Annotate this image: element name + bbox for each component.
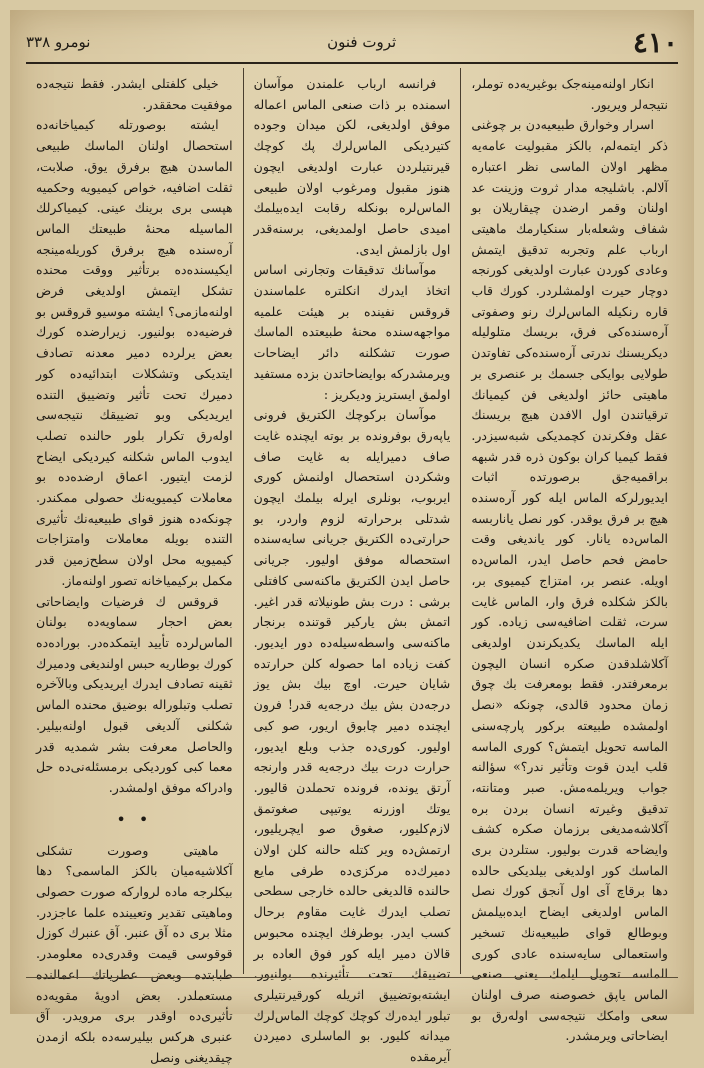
- paragraph: انکار اولنه‌مینه‌جک بوغیریه‌ده توملر، نتیجه‌لر ویریور.: [471, 76, 668, 112]
- paragraph: فرانسه ارباب علمندن موآسان اسمنده بر ذات صنعی الماس اعماله موفق اولدیغی، لکن میدان وجوده کتیردیکی الماس‌لرك پك کوچك قیرنتیلردن عبارت اولدیغی ایچون هنوز مقبول ومرغوب اولان طبیعی الماس‌لره بونکله رقابت ایده‌بیلمك امیدی حاصل اولمدیغی، برسنه‌قدر اول بازلمش ایدی.: [253, 76, 451, 257]
- journal-title: ثروت فنون: [327, 33, 397, 51]
- paragraph: قروقس ك فرضیات وایضاحاتی بعض احجار سماویه‌ده بولنان الماس‌لرده تأیید ایتمکده‌در. بوراده‌ده کورك بوطاریه حبس اولندیغی ودمیرك ثقینه تصادف ایدرك ایریدیکی وبالآخره تصلب وتبلوراله بوضیق محنده الماس شکلنی آلدیغی قبول اولنه‌بیلیر. والحاصل معرفت بشر شمدیه قدر معما کبی کوردیکی برمسئله‌نی‌ده حل وادراکه موفق اولمشدر.: [35, 593, 233, 795]
- column-right: [461, 68, 678, 1044]
- paragraph: موآسان برکوچك الکتریق فرونی یاپه‌رق بوفرونده بر بوته ایچنده غایت صاف دمیرایله به غایت صاف وشکردن استحصال اولنمش کوری ایربوب، بونلری ایرله بیلمك ایچون شدتلی برحرارته لزوم واردر، بو حرارتی‌ده الکتریق جریانی سایه‌سنده استحصاله موفق اولیور. جریانی حاصل ایدن الکتریق ماکنه‌سی کافتلی برشی : درت بش طونیلاته قدر اغیر. اتمش بش یارکیر قوتنده برنجار ماکنه‌سی واسطه‌سیله‌ده دور ایدیور. کفت زیاده اما حصوله کلن حرارتده شایان حیرت. اوچ بیك بش یوز درجه‌دن بش بیك درجه‌یه قدر! فرون ایچنده دمیر چابوق اریور، صو کبی اولیور. کوری‌ده جذب وبلع ایدیور، حرارت درت بیك درجه‌یه قدر وارنجه آرتق یونده، فرونده تحملدن قالیور. یوتك اوزرنه یوتیپی صغوتمق لازم‌کلیور، صغوق صو ایچریلیور، ارتمش‌ده ویر کتله حالنه کلن اولان دمیرك‌ده مرکزی‌ده طرفی مایع حالنده قالدیغی حالده خارجی سطحی تصلب ایدرك غایت مقاوم برحال کسب ایدر. بوطرفك ایچنده محبوس قالان دمیر ایله کور فوق العاده بر تضییقك تحت تأثیرنده بولنیور. ایشته‌بوتضییق اثریله کورقیرنتیلری تبلور ایده‌رك کوچك کوچك الماس‌لرك میدانه کلیور. بو الماسلری دمیردن آیرمقده: [253, 407, 451, 1065]
- column-middle: [244, 68, 462, 1065]
- section-separator: • •: [116, 809, 153, 829]
- paragraph: اسرار وخوارق طبیعیه‌دن بر چوغنی ذکر ایتمه‌لم، بالکز مقبولیت عامه‌یه مظهر اولان الماسی نظر اعتباره آلالم. باشلیجه مدار ثروت وزینت عد اولنان وقمر ارضدن چیقاریلان بو شفاف وشعله‌بار سنکیارمك ماهیتی ارباب علم وتجربه تدقیق ایتمش وعادی کوردن عبارت اولدیغی کورنجه دوچار حیرت اولمشلردر. کورك قاب قاره رنکیله الماس‌لرك رنو وصفوتی آره‌سنده‌کی فرق، بریسك متلولیله دیکریسنك ندرتی آره‌سنده‌کی تفاوتدن طولایی بوایکی جسمك بر عنصری بر ماهیتی حائز اولدیغی فن کیمیانك ترقیاتندن اول الافدن هیچ بریسنك عقل وفکرندن کچمدیکی شبه‌سیزدر. فقط کیمیا کران بوکون ذره قدر شبهه براقمیه‌جق برصورتده اثبات ایدیورلرکه الماس ایله کور آره‌سنده هیچ بر فرق یوقدر. کور نصل یاناربسه الماس‌ده یانار. کور یاندیغی وقت حامض فحم حاصل ایدر، الماس‌ده اویله. عنصر بر، امتزاج کیمیوی بر، بالکز شکلده فرق وار، الماس غایت سرت، ثقلت اضافیه‌سی زیاده. کور ایله الماسك یکدیکرندن اولدیغی آکلاشلدقدن صکره انسان الیچون برمعرفتدر. فقط بومعرفت بك چوق زمان محدود قالدی، چونکه «نصل اولمشده طبیعته برکور پارچه‌سنی الماسه تحویل ایتمش؟ کوری الماسه قلب ایدن قوت وتأثیر ندر؟» سؤالنه جواب ویریلمه‌مش. صبر ومتانته، تدقیق وغیرته انسان بردن بره آکلاشه‌مدیغی برزمان صکره کشف وایضاحه قدرت بولیور. ستلردن بری الماسك کور اولدیغی بیلدیکی حالده دها برقاچ آی اول آنجق کورك نصل الماس اولدیغی ایضاح ایده‌بیلمش وبوطالع قوای طبیعیه‌نك تسخیر واستعمالی سایه‌سنده عادی کوری الماسه تحویل ایلمك یعنی صنعی الماس یاپق خصوصنه صرف اولنان سعی وامکك نتیجه‌سی اوله‌رق بو ایضاحاتی ویرمشدر.: [471, 117, 668, 1044]
- paragraph: خیلی کلفتلی ایشدر. فقط نتیجه‌ده موفقیت محققدر.: [35, 76, 233, 112]
- bottom-rule: [26, 977, 678, 978]
- page-number: ٤١٠: [632, 25, 678, 59]
- document-page: [10, 10, 694, 1065]
- paragraph: ایشته بوصورتله کیمیاخانه‌ده استحصال اولنان الماسك طبیعی الماسدن هیچ برفرق یوق. صلابت، ثقلت اضافیه، خواص کیمیویه وحکمیه هپسی بری برینك عینی. کیمیاکرلك الماسیله محنه‌ٔ طبیعتك الماس آره‌سنده هیچ برفرق کوریله‌مینجه ایکیسنده‌ده برتأثیر ووقت محنده تشکل ایتمش اولدیغی فرض اولنه‌مازمی؟ ایشته موسیو قروقس بو فرضیه‌ده بولنیور. زیرارضده کورك بعض یرلرده دمیر معدنه تصادف ایتدیکی وتشکلات ابتدائیه‌ده کور دمیرك تحت تأثیر وتضییق التنده ایریدیکی وبو تضییقك نتیجه‌سی اوله‌رق تکرار بلور حالنده تصلب ایدوب الماس شکلنه کیردیکی ایضاح لزمت ایتیور. اعماق ارضده‌ده بو معاملات کیمیویه‌نك حصولی ممکندر. چونکه‌ده هنوز قوای طبیعیه‌نك تأثیری التنده بویله معاملات وامتزاجات کیمیویه محل اولان سطح‌زمین قدر مکمل برکیمیاخانه تصور اولنه‌ماز.: [35, 117, 233, 588]
- column-left: [26, 68, 244, 1065]
- paragraph: موآسانك تدقیقات وتجارنی اساس اتخاذ ایدرك انکلتره علماسندن قروقس نفینده بر هیئت علمیه مواجهه‌سنده محنه‌ٔ طبیعتده الماسك صورت تشکلنه دائر ایضاحات ویرمشدرکه بوایضاحاتدن بزده مستفید اولمق ایستریز ودیکریز :: [253, 262, 451, 402]
- issue-number: نومرو ٣٣٨: [26, 33, 91, 51]
- paragraph: ماهیتی وصورت تشکلی آکلاشیه‌میان بالکز الماسمی؟ دها بیکلرجه ماده لروارکه صورت حصولی وماهیتی تقدیر وتعیینده علما عاجزدر. مثلا بری ده آق عنبر. آق عنبرك کوزل قوقوسی قیمت وقدری‌ده معلومدر. طبابتده وبعض عطریاتك اعمالنده مستعملدر. بعض ادویه‌ٔ مقویه‌ده تأثیری‌ده اوقدر بری مرویدر. آق عنبری هرکس بیلیرسه‌ده بلکه ازمدن چیقدیغنی ونصل: [35, 842, 233, 1065]
- text-columns: [26, 68, 678, 1065]
- header-rule: [26, 62, 678, 64]
- page-header: [26, 24, 678, 60]
